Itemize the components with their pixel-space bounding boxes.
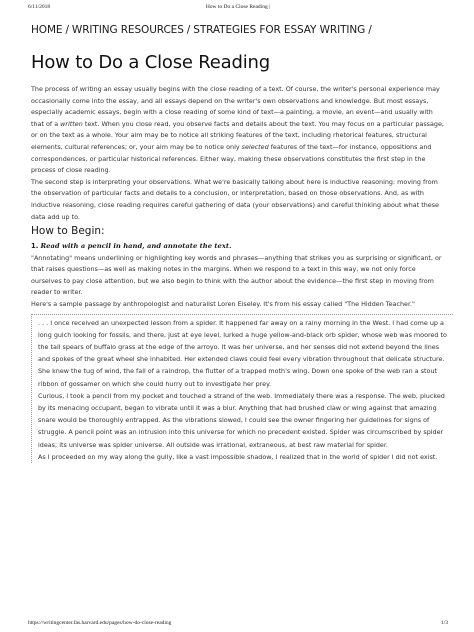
breadcrumb-strategies-link[interactable]: STRATEGIES FOR ESSAY WRITING <box>193 24 366 36</box>
print-date: 6/11/2018 <box>28 4 51 10</box>
quote-paragraph-3: As I proceeded on my way along the gully, like a vast impossible shadow, I realized that in the world of spider I did not exist. <box>38 452 438 461</box>
breadcrumb <box>31 24 448 36</box>
sample-passage-quote <box>31 314 453 463</box>
intro-text: text. When you close read, you observe facts and details about the text. You may focus on a particular passage, or on the text as a whole. Your aim may be to notice all striking features of the text, including rhetorical features, structural elements, cultural references; or, your aim may be to notice only <box>31 119 444 151</box>
step-1-body: "Annotating" means underlining or highlighting key words and phrases—anything that strikes you as surprising or significant, or that raises questions—as well as making notes in the margins. When we respond to a text in this way, we not only force ourselves to pay close attention, but we also begin to think with the author about the evidence—the first step in moving from reader to writer. <box>31 253 442 297</box>
print-url: https://writingcenter.fas.harvard.edu/pages/how-do-close-reading <box>28 620 172 626</box>
emphasis-selected: selected <box>241 142 269 151</box>
step-title: Read with a pencil in hand, and annotate the text. <box>40 242 232 251</box>
article-body <box>31 84 447 463</box>
print-page-title: How to Do a Close Reading | <box>205 4 271 10</box>
quote-paragraph-1: . . . I once received an unexpected lesson from a spider. It happened far away on a rainy morning in the West. I had come up a long gulch looking for fossils, and there, just at eye level, lurked a huge yellow-and-black orb spider, whose web was moored to the tall spears of buffalo grass at the edge of the arroyo. It was her universe, and her senses did not extend beyond the lines and spokes of the great wheel she inhabited. Her extended claws could feel every vibration throughout that delicate structure. She knew the tug of wind, the fall of a raindrop, the flutter of a trapped moth's wing. Down one spoke of the web ran a stout ribbon of gossamer on which she could hurry out to investigate her prey. <box>38 318 447 388</box>
how-to-begin-heading: How to Begin: <box>31 225 105 238</box>
step-number: 1. <box>31 242 39 251</box>
page-title: How to Do a Close Reading <box>31 52 270 73</box>
breadcrumb-separator: / <box>368 24 372 36</box>
step-1-heading <box>31 241 447 253</box>
intro-paragraph-1 <box>31 84 447 177</box>
intro-paragraph-2: The second step is interpreting your observations. What we're basically talking about here is inductive reasoning: moving from the observation of particular facts and details to a conclusion, or interpretation, based on those observations. And, as with inductive reasoning, close reading requires careful gathering of data (your observations) and careful thinking about what these data add up to. <box>31 177 439 221</box>
print-header <box>28 4 448 10</box>
print-footer <box>28 620 448 626</box>
intro-text: features of the text—for instance, oppositions and correspondences, or particular historical references. Either way, making these observations constitutes the first step in the process of close reading. <box>31 142 432 175</box>
sample-intro: Here's a sample passage by anthropologist and naturalist Loren Eiseley. It's from his essay called "The Hidden Teacher." <box>31 300 415 308</box>
breadcrumb-writing-resources-link[interactable]: WRITING RESOURCES <box>71 24 184 36</box>
print-page-number: 1/3 <box>440 620 448 626</box>
breadcrumb-separator: / <box>65 24 69 36</box>
breadcrumb-separator: / <box>186 24 191 36</box>
intro-text: The process of writing an essay usually begins with the close reading of a text. Of course, the writer's personal experience may occasionally come into the essay, and all essays depend on the writer's own observations and knowledge. But most essays, especially academic essays, begin with a close reading of some kind of text—a painting, a movie, an event—and usually with that of a <box>31 85 440 128</box>
quote-paragraph-2: Curious, I took a pencil from my pocket and touched a strand of the web. Immediately there was a response. The web, plucked by its menacing occupant, began to vibrate until it was a blur. Anything that had brushed claw or wing against that amazing snare would be thoroughly entrapped. As the vibrations slowed, I could see the owner fingering her guidelines for signs of struggle. A pencil point was an intrusion into this universe for which no precedent existed. Spider was circumscribed by spider ideas; its universe was spider universe. All outside was irrational, extraneous, at best raw material for spider. <box>38 391 445 449</box>
emphasis-written: written <box>60 119 83 128</box>
breadcrumb-home-link[interactable]: HOME <box>31 24 63 36</box>
